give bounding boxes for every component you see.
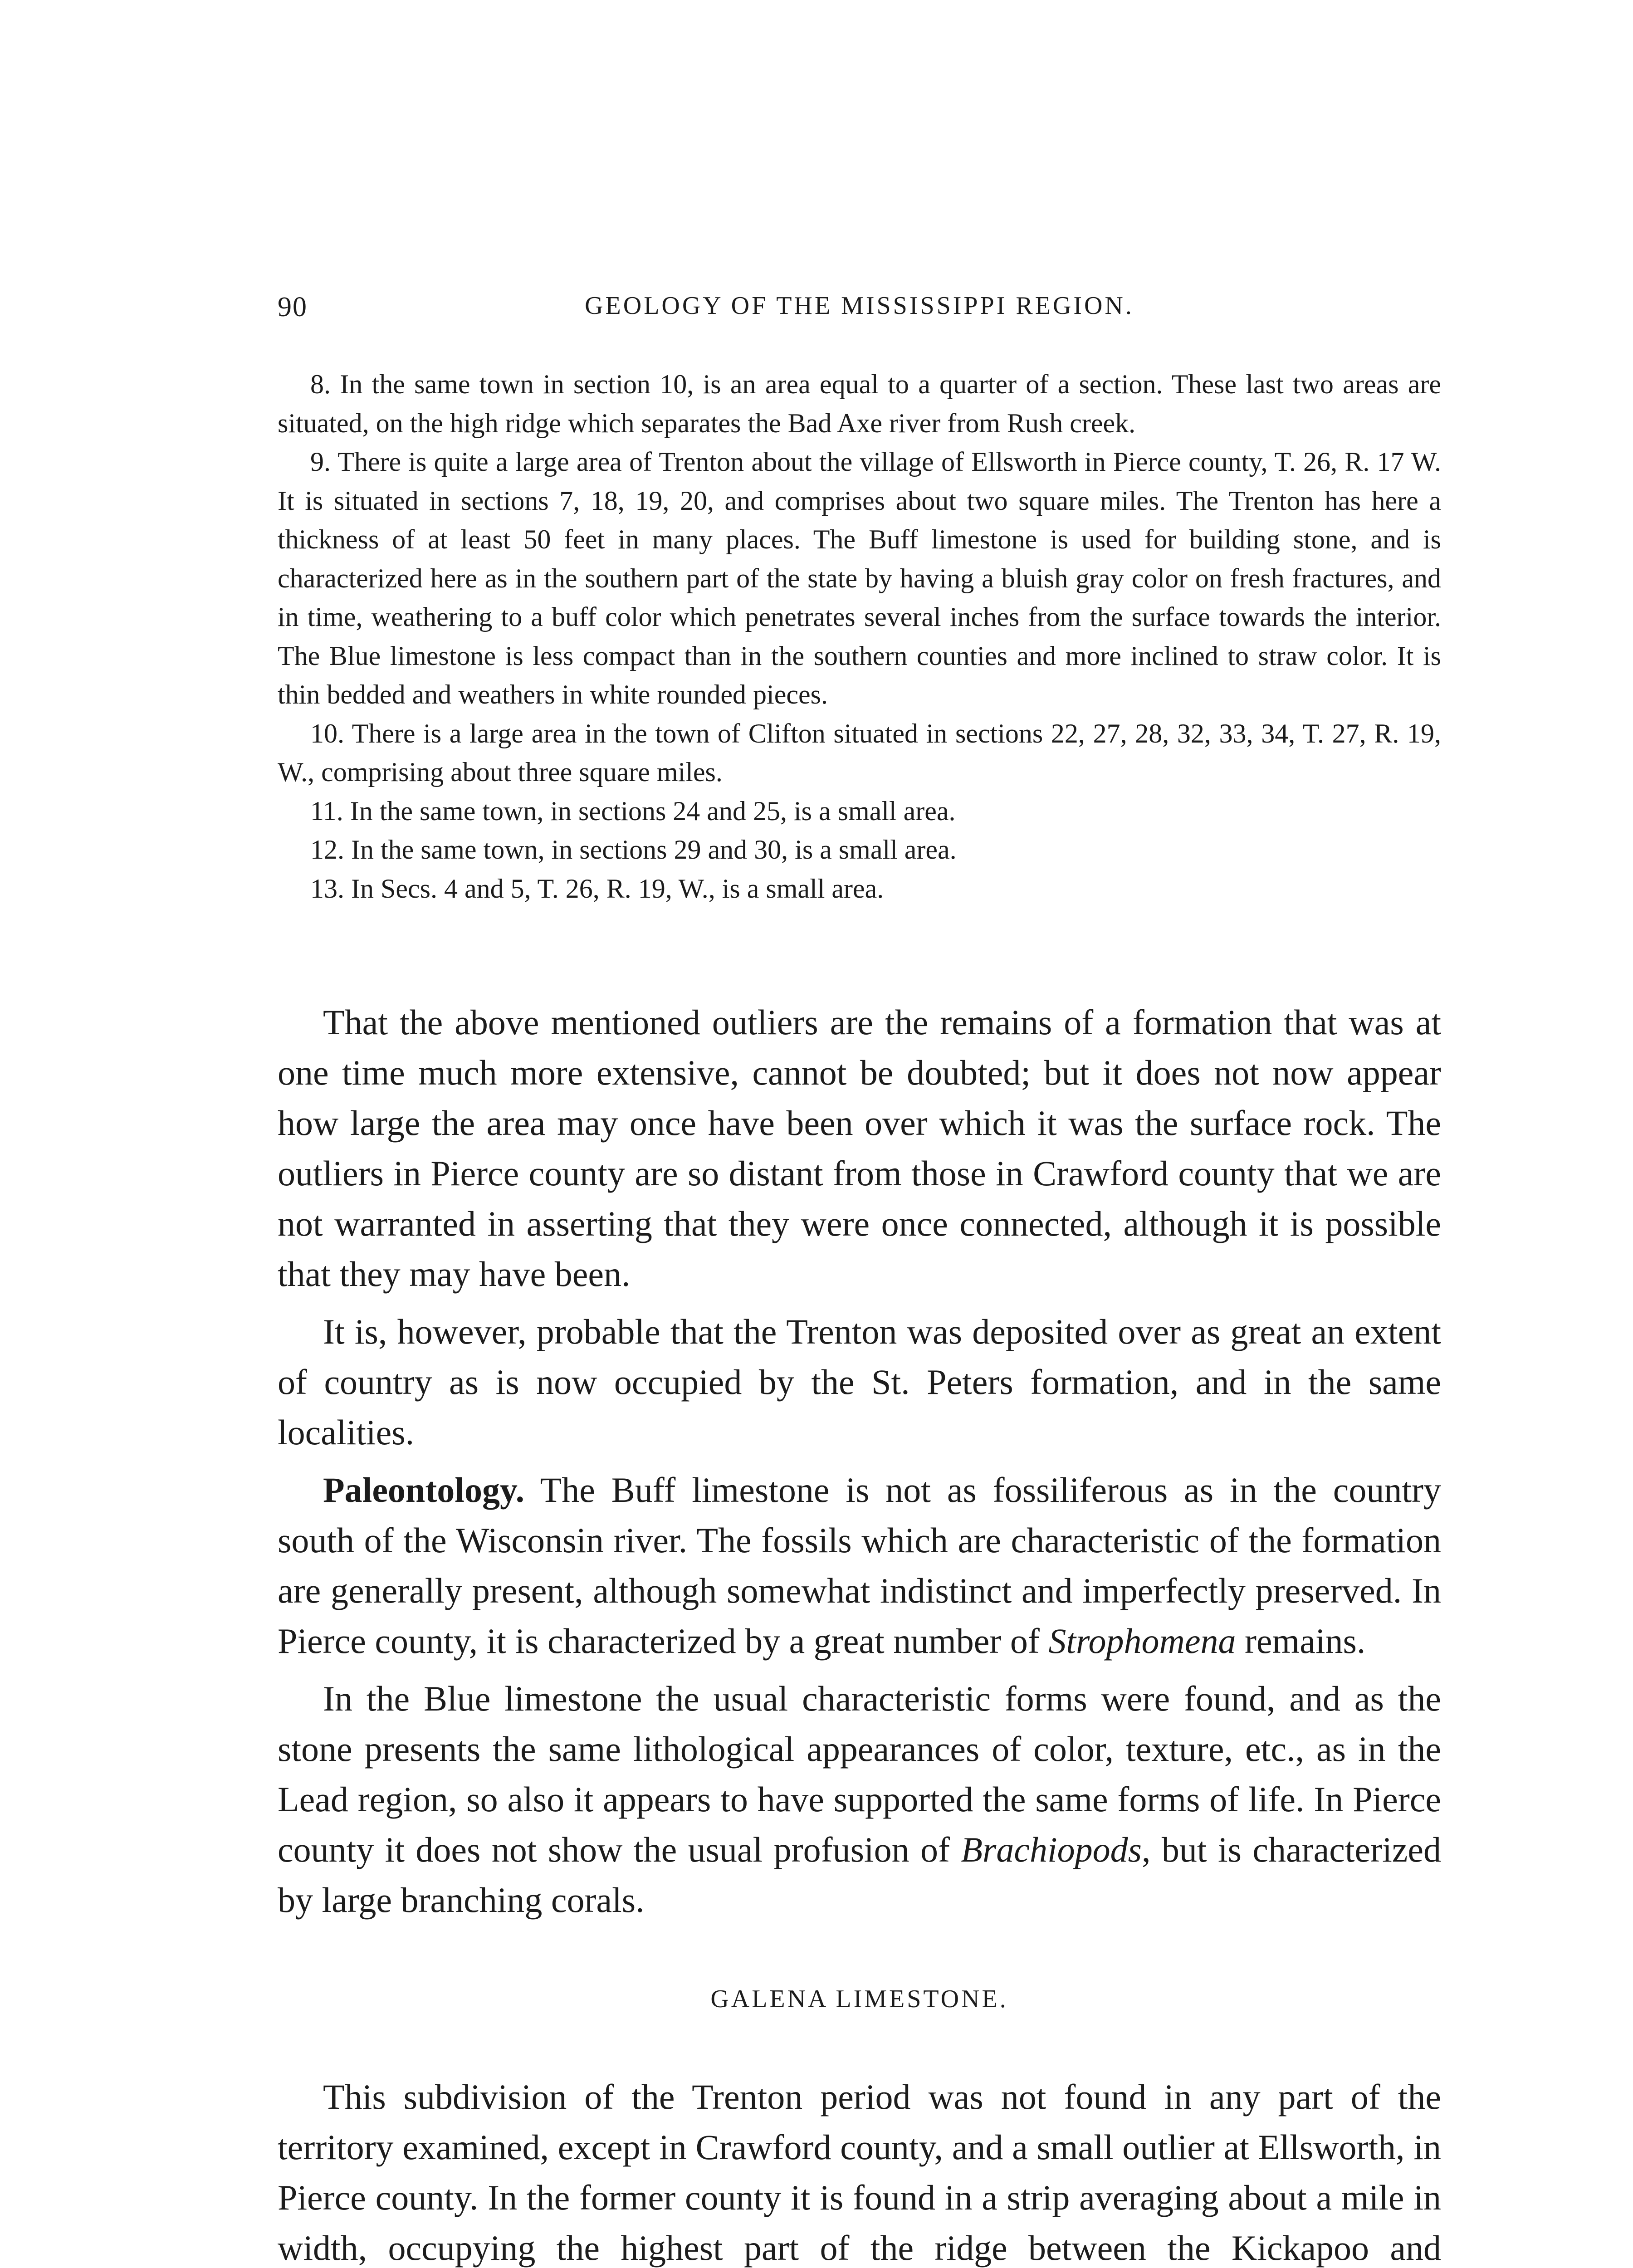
taxon-brachiopods: Brachiopods <box>961 1830 1142 1869</box>
page-number: 90 <box>278 292 308 323</box>
paleontology-text-b: remains. <box>1236 1621 1366 1661</box>
blue-limestone-text-b: , but is characterized by large branching corals. <box>278 1830 1441 1920</box>
blue-limestone-text-a: In the Blue limestone the usual characteristic forms were found, and as the stone presents the same lithological appearances of color, texture, etc., as in the Lead region, so also it appears to have supported the same forms of life. In Pierce county it does not show the usual profusion of <box>278 1679 1441 1869</box>
list-item: 8. In the same town in section 10, is an area equal to a quarter of a section. These last two areas are situated, on the high ridge which separates the Bad Axe river from Rush creek. <box>278 369 1441 438</box>
taxon-strophomena: Strophomena <box>1048 1621 1236 1661</box>
page-header <box>278 291 1441 332</box>
list-item: 9. There is quite a large area of Trenton about the village of Ellsworth in Pierce county, T. 26, R. 17 W. It is situated in sections 7, 18, 19, 20, and comprises about two square miles. The Trenton has here a thickness of at least 50 feet in many places. The Buff limestone is used for building stone, and is characterized here as in the southern part of the state by having a bluish gray color on fresh fractures, and in time, weathering to a buff color which penetrates several inches from the surface towards the interior. The Blue limestone is less compact than in the southern counties and more inclined to straw color. It is thin bedded and weathers in white rounded pieces. <box>278 447 1441 709</box>
list-item: 13. In Secs. 4 and 5, T. 26, R. 19, W., is a small area. <box>310 873 884 904</box>
paragraph-deposition: It is, however, probable that the Trenton was deposited over as great an extent of country as is now occupied by the St. Peters formation, and in the same localities. <box>278 1312 1441 1452</box>
paragraph-outliers: That the above mentioned outliers are the remains of a formation that was at one time much more extensive, cannot be doubted; but it does not now appear how large the area may once have been over which it was the surface rock. The outliers in Pierce county are so distant from those in Crawford county that we are not warranted in asserting that they were once connected, although it is possible that they may have been. <box>278 1002 1441 1294</box>
list-item: 11. In the same town, in sections 24 and 25, is a small area. <box>310 796 956 826</box>
list-item: 10. There is a large area in the town of Clifton situated in sections 22, 27, 28, 32, 33, 34, T. 27, R. 19, W., comprising about three square miles. <box>278 718 1441 787</box>
paleontology-text-a: The Buff limestone is not as fossiliferous as in the country south of the Wisconsin river. The fossils which are characteristic of the formation are generally present, although somewhat indistinct and imperfectly preserved. In Pierce county, it is characterized by a great number of <box>278 1470 1441 1661</box>
paragraph-blue-limestone <box>278 1673 1441 1925</box>
outlier-list <box>278 365 1441 908</box>
paragraph-paleontology <box>278 1465 1441 1666</box>
running-head: GEOLOGY OF THE MISSISSIPPI REGION. <box>585 292 1134 320</box>
list-item: 12. In the same town, in sections 29 and 30, is a small area. <box>310 835 957 865</box>
body-text <box>278 997 1441 2268</box>
paleontology-run-in-heading: Paleontology. <box>323 1470 525 1510</box>
paragraph-galena: This subdivision of the Trenton period was not found in any part of the territory examined, except in Crawford county, and a small outlier at Ellsworth, in Pierce county. In the former county it is found in a strip averaging about a mile in width, occupying the highest part of the ridge between the Kickapoo and <box>278 2077 1441 2268</box>
section-heading: GALENA LIMESTONE. <box>710 1985 1008 2013</box>
